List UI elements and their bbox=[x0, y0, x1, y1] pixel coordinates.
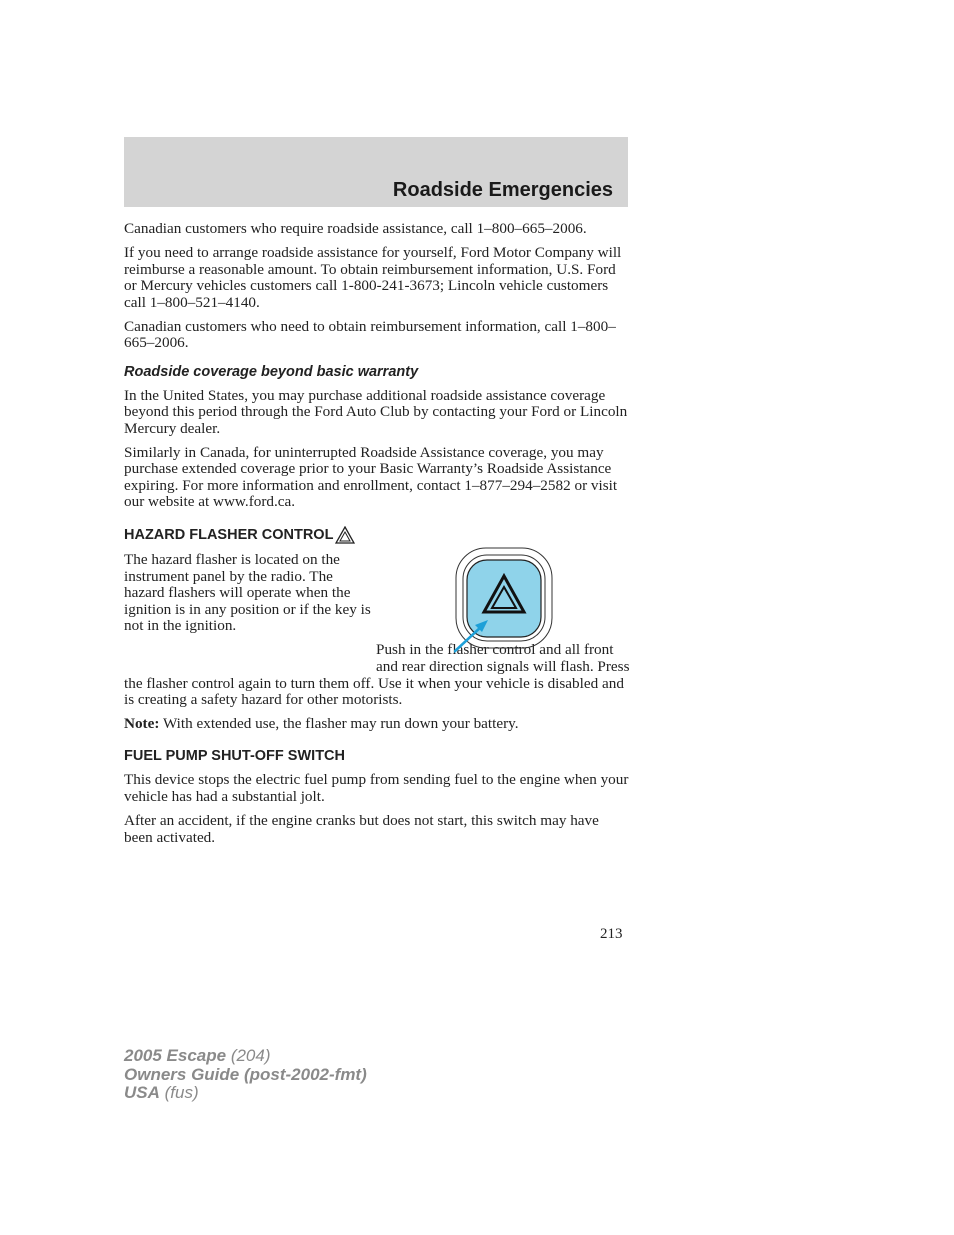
warning-triangle-icon bbox=[335, 526, 355, 544]
paragraph: After an accident, if the engine cranks but does not start, this switch may have been activated. bbox=[124, 811, 599, 846]
footer-line: Owners Guide (post-2002-fmt) bbox=[124, 1064, 367, 1084]
hazard-block bbox=[124, 552, 630, 709]
section-title: Roadside Emergencies bbox=[392, 179, 613, 201]
hazard-heading bbox=[124, 526, 630, 544]
page-number: 213 bbox=[600, 926, 623, 942]
fuel-heading: FUEL PUMP SHUT-OFF SWITCH bbox=[124, 747, 345, 764]
paragraph: The hazard flasher is located on the instrument panel by the radio. The hazard flashers will operate when the ignition is in any position or if the key is not in the ignition. bbox=[124, 551, 371, 635]
section-header-band bbox=[124, 137, 628, 207]
paragraph: In the United States, you may purchase additional roadside assistance coverage beyond this period through the Ford Auto Club by contacting your Ford or Lincoln Mercury dealer. bbox=[124, 386, 628, 437]
note bbox=[124, 716, 630, 733]
paragraph: Canadian customers who require roadside assistance, call 1–800–665–2006. bbox=[124, 220, 587, 237]
hazard-heading-text: HAZARD FLASHER CONTROL bbox=[124, 527, 334, 544]
footer-line: USA (fus) bbox=[124, 1083, 199, 1102]
coverage-heading: Roadside coverage beyond basic warranty bbox=[124, 363, 419, 380]
footer-line: 2005 Escape (204) bbox=[124, 1046, 271, 1065]
page-content bbox=[124, 221, 630, 854]
paragraph: If you need to arrange roadside assistance for yourself, Ford Motor Company will reimburse a reasonable amount. To obtain reimbursement information, U.S. Ford or Mercury vehicles customers call 1-800-241-3673; Lincoln vehicle customers call 1–800–521–4140. bbox=[124, 243, 622, 311]
footer-info bbox=[124, 1047, 367, 1103]
hazard-button-illustration bbox=[454, 546, 564, 656]
note-label: Note: bbox=[124, 715, 160, 733]
paragraph: This device stops the electric fuel pump from sending fuel to the engine when your vehicle has had a substantial jolt. bbox=[124, 771, 629, 805]
note-text: With extended use, the flasher may run down your battery. bbox=[159, 715, 519, 733]
paragraph: Similarly in Canada, for uninterrupted Roadside Assistance coverage, you may purchase extended coverage prior to your Basic Warranty’s Roadside Assistance expiring. For more information and enrollment, contact 1–877–294–2582 or visit our website at www.ford.ca. bbox=[124, 443, 618, 511]
paragraph: Push in the flasher control and all front and rear direction signals will flash. Press the flasher control again to turn them off. Use it when your vehicle is disabled and is creating a safety hazard for other motorists. bbox=[124, 641, 630, 709]
paragraph: Canadian customers who need to obtain reimbursement information, call 1–800–665–2006. bbox=[124, 317, 616, 352]
